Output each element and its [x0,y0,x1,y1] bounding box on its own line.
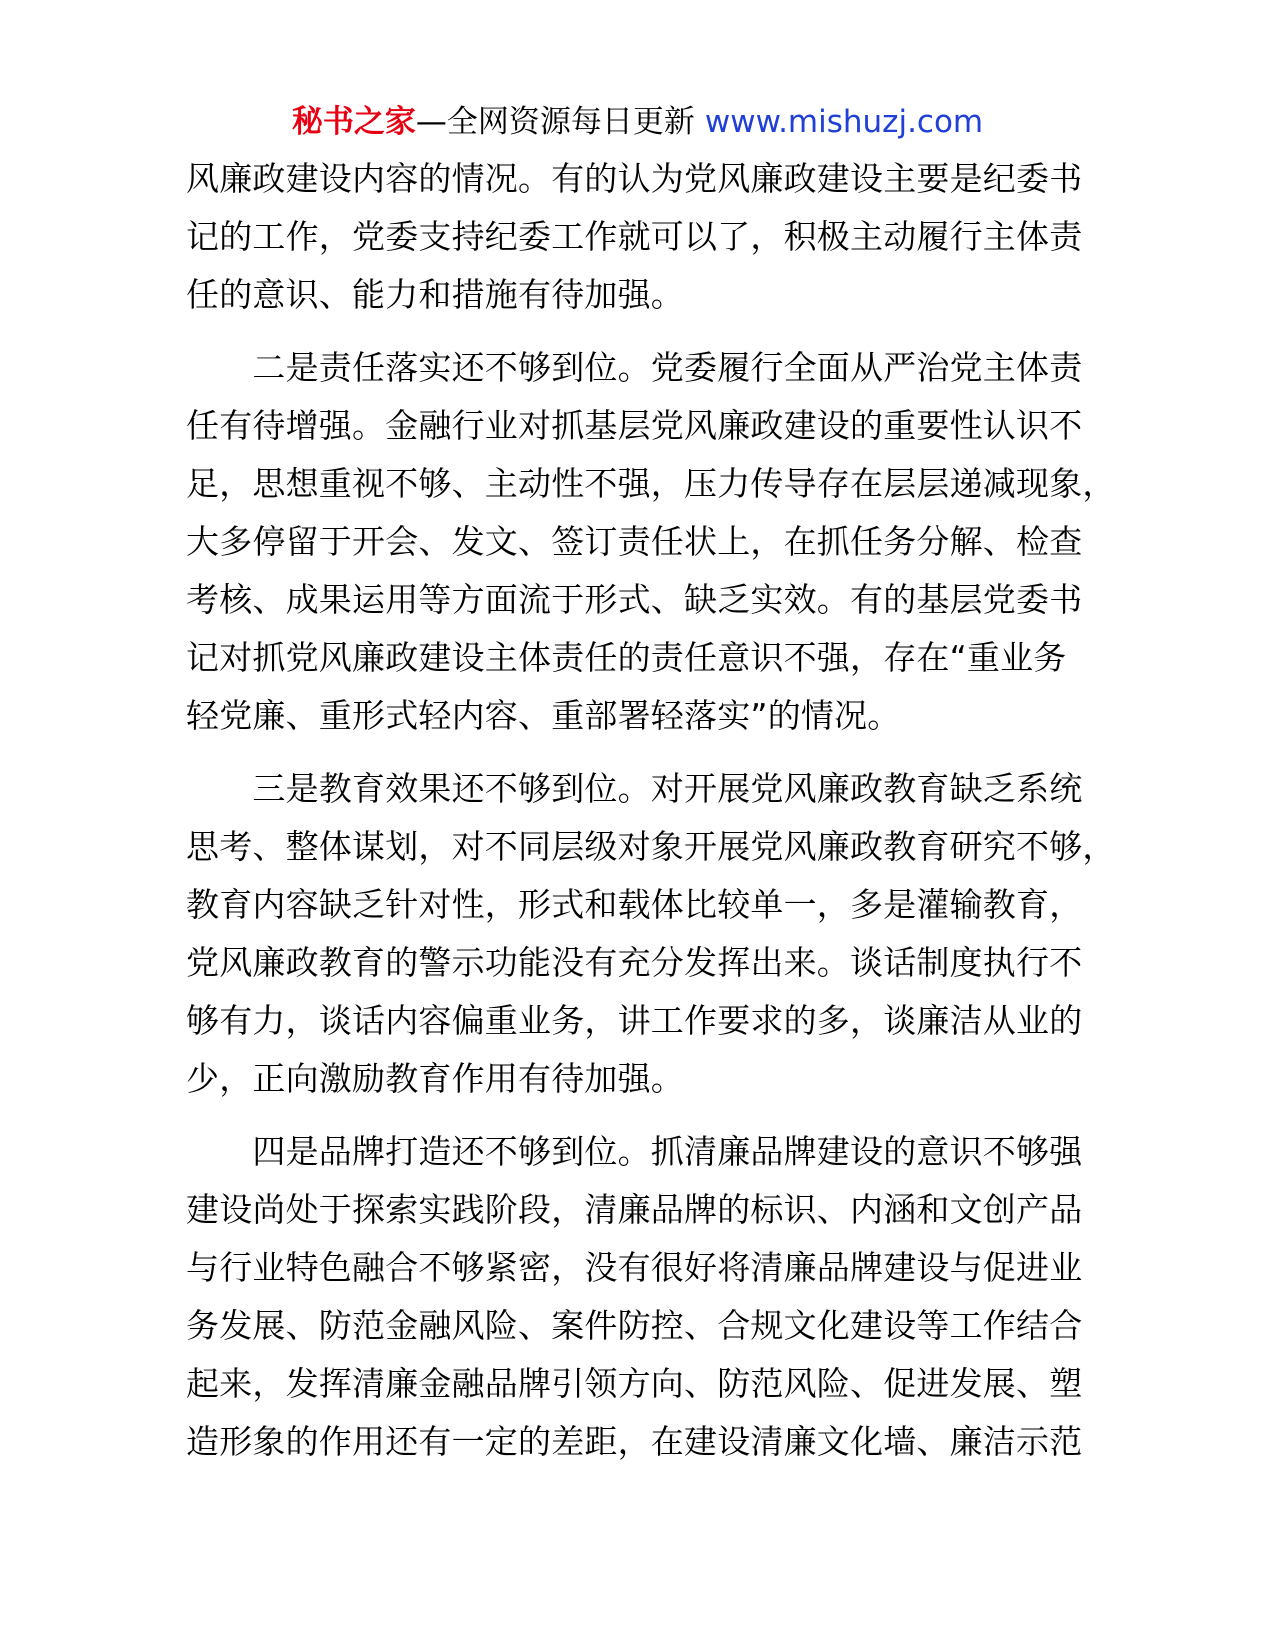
site-url-link[interactable]: www.mishuzj.com [704,104,984,140]
paragraph-brand-building [186,1123,1112,1471]
text-line: 足，思想重视不够、主动性不强，压力传导存在层层递减现象， [186,464,1116,503]
text-line: 四是品牌打造还不够到位。抓清廉品牌建设的意识不够强 [186,1132,1083,1171]
text-line: 教育内容缺乏针对性，形式和载体比较单一，多是灌输教育， [186,885,1083,924]
header-tagline: —全网资源每日更新 [415,104,695,140]
text-line: 少，正向激励教育作用有待加强。 [186,1059,684,1098]
text-line: 起来，发挥清廉金融品牌引领方向、防范风险、促进发展、塑 [186,1364,1083,1403]
text-line: 记对抓党风廉政建设主体责任的责任意识不强，存在“重业务 [186,638,1067,677]
paragraph-continuation [186,150,1112,324]
text-line: 二是责任落实还不够到位。党委履行全面从严治党主体责 [186,348,1083,387]
text-line: 务发展、防范金融风险、案件防控、合规文化建设等工作结合 [186,1306,1083,1345]
text-line: 思考、整体谋划，对不同层级对象开展党风廉政教育研究不够， [186,827,1116,866]
text-line: 大多停留于开会、发文、签订责任状上，在抓任务分解、检查 [186,522,1083,561]
text-line: 任有待增强。金融行业对抓基层党风廉政建设的重要性认识不 [186,406,1083,445]
text-line: 三是教育效果还不够到位。对开展党风廉政教育缺乏系统 [186,769,1083,808]
page-header [0,96,1275,148]
paragraph-responsibility [186,339,1116,745]
text-line: 轻党廉、重形式轻内容、重部署轻落实”的情况。 [186,696,901,735]
text-line: 党风廉政教育的警示功能没有充分发挥出来。谈话制度执行不 [186,943,1083,982]
text-line: 记的工作，党委支持纪委工作就可以了，积极主动履行主体责 [186,217,1083,256]
text-line: 造形象的作用还有一定的差距，在建设清廉文化墙、廉洁示范 [186,1422,1083,1461]
text-line: 任的意识、能力和措施有待加强。 [186,275,684,314]
text-line: 风廉政建设内容的情况。有的认为党风廉政建设主要是纪委书 [186,159,1083,198]
text-line: 考核、成果运用等方面流于形式、缺乏实效。有的基层党委书 [186,580,1083,619]
text-line: 与行业特色融合不够紧密，没有很好将清廉品牌建设与促进业 [186,1248,1083,1287]
brand-name: 秘书之家 [291,104,416,140]
text-line: 建设尚处于探索实践阶段，清廉品牌的标识、内涵和文创产品 [186,1190,1083,1229]
text-line: 够有力，谈话内容偏重业务，讲工作要求的多，谈廉洁从业的 [186,1001,1083,1040]
document-body [186,150,1116,1486]
paragraph-education [186,760,1116,1108]
